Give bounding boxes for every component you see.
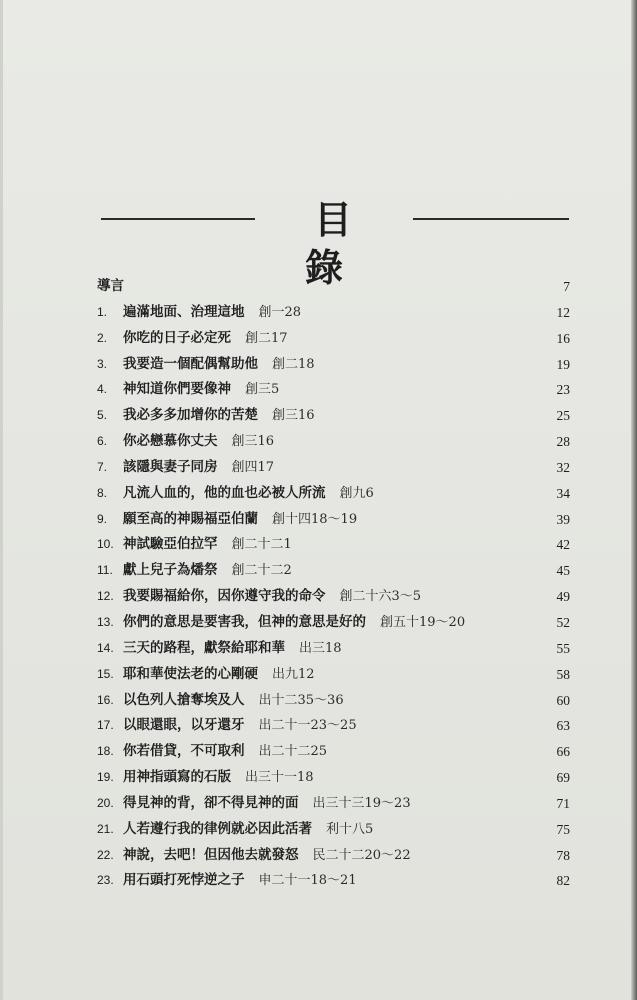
toc-entry-title-text: 神知道你們要像神 — [123, 381, 231, 398]
toc-entry-scripture-ref: 出三十三19～23 — [312, 795, 411, 811]
toc-entry-title-text: 你若借貸，不可取利 — [123, 743, 245, 760]
toc-entry-title-text: 神說，去吧！但因他去就發怒 — [123, 846, 299, 863]
toc-intro-page: 7 — [563, 279, 570, 294]
toc-entry-title-text: 凡流人血的，他的血也必被人所流 — [123, 484, 326, 501]
toc-entry-scripture-ref: 創一28 — [258, 304, 302, 320]
toc-entry-scripture-ref: 創十四18～19 — [272, 511, 358, 527]
toc-entry-title-text: 遍滿地面、治理這地 — [123, 303, 245, 320]
toc-entry-scripture-ref: 創三5 — [245, 382, 280, 398]
toc-entry-number: 20. — [97, 795, 114, 810]
toc-entry-title-text: 人若遵行我的律例就必因此活著 — [123, 820, 312, 837]
toc-entry-title — [123, 688, 344, 714]
toc-entry-page: 52 — [556, 614, 570, 630]
toc-entry-scripture-ref: 創二十六3～5 — [339, 589, 422, 605]
toc-entry-number: 23. — [97, 873, 114, 888]
toc-entry-page: 42 — [556, 537, 570, 553]
toc-entry-number: 8. — [97, 485, 108, 500]
toc-entry-title-text: 三天的路程，獻祭給耶和華 — [123, 639, 285, 656]
toc-entry-number: 11. — [97, 563, 113, 578]
toc-entry-scripture-ref: 出二十二25 — [258, 744, 328, 760]
toc-entry[interactable] — [97, 326, 570, 352]
toc-entry-scripture-ref: 創九6 — [339, 485, 374, 501]
toc-entry[interactable] — [97, 765, 570, 791]
toc-entry-number: 4. — [97, 382, 108, 397]
toc-entry-title — [123, 817, 373, 843]
toc-entry-title — [123, 455, 274, 481]
toc-entry-page: 78 — [556, 847, 570, 863]
toc-entry[interactable] — [97, 429, 570, 455]
toc-entry-title — [123, 713, 357, 739]
toc-entry-title — [123, 584, 421, 610]
toc-entry-number: 6. — [97, 434, 108, 449]
toc-entry-title-text: 該隱與妻子同房 — [123, 458, 218, 475]
toc-entry[interactable] — [97, 713, 570, 739]
toc-entry[interactable] — [97, 843, 570, 869]
heading-rule-right — [413, 218, 569, 220]
page-edge-left — [0, 0, 3, 1000]
toc-entry-scripture-ref: 創四17 — [231, 459, 275, 475]
toc-intro-title: 導言 — [97, 278, 124, 294]
toc-entry[interactable] — [97, 481, 570, 507]
toc-entry-title — [123, 300, 301, 326]
toc-entry-number: 5. — [97, 408, 108, 423]
toc-entry-title-text: 你們的意思是要害我，但神的意思是好的 — [123, 613, 366, 630]
toc-entry-title-text: 耶和華使法老的心剛硬 — [123, 665, 258, 682]
toc-entry-number: 17. — [97, 718, 114, 733]
toc-entry-page: 69 — [556, 770, 570, 786]
toc-entry-scripture-ref: 創二十二2 — [231, 563, 292, 579]
toc-entry[interactable] — [97, 455, 570, 481]
toc-entry-title — [123, 326, 288, 352]
toc-entry-title — [123, 481, 374, 507]
toc-entry-number: 9. — [97, 511, 108, 526]
toc-entry-title — [123, 791, 411, 817]
toc-entry-number: 13. — [97, 614, 114, 629]
toc-entry-title-text: 用神指頭寫的石版 — [123, 769, 231, 786]
toc-entry-title — [123, 765, 314, 791]
toc-entry-scripture-ref: 出三18 — [299, 640, 342, 656]
toc-entry-title-text: 你必戀慕你丈夫 — [123, 433, 218, 450]
toc-entry-title — [123, 403, 315, 429]
toc-entry-number: 22. — [97, 847, 114, 862]
toc-entry[interactable] — [97, 558, 570, 584]
toc-entry-scripture-ref: 創二17 — [245, 330, 288, 346]
toc-entry-title-text: 得見神的背，卻不得見神的面 — [123, 794, 299, 811]
toc-entry-number: 15. — [97, 666, 114, 681]
toc-entry-title-text: 以眼還眼，以牙還牙 — [123, 717, 245, 734]
toc-entry-page: 12 — [556, 304, 570, 320]
toc-entry-page: 58 — [556, 666, 570, 682]
toc-entry[interactable] — [97, 868, 570, 894]
toc-entry-page: 25 — [556, 408, 570, 424]
toc-entry-title — [123, 377, 279, 403]
toc-entry-title-text: 獻上兒子為燔祭 — [123, 562, 218, 579]
toc-entry-page: 39 — [556, 511, 570, 527]
toc-entry-title-text: 以色列人搶奪埃及人 — [123, 691, 245, 708]
toc-entry-number: 2. — [97, 330, 108, 345]
toc-entry-number: 10. — [97, 537, 114, 552]
toc-entry-title-text: 你吃的日子必定死 — [123, 329, 231, 346]
toc-entry-page: 63 — [556, 718, 570, 734]
toc-entry[interactable] — [97, 300, 570, 326]
toc-entry-title — [123, 868, 357, 894]
toc-entry-page: 28 — [556, 434, 570, 450]
toc-entry[interactable] — [97, 403, 570, 429]
toc-entry-scripture-ref: 創二十二1 — [231, 537, 292, 553]
table-of-contents — [97, 274, 570, 894]
toc-entry-page: 23 — [556, 382, 570, 398]
toc-entry[interactable] — [97, 817, 570, 843]
toc-entry-page: 75 — [556, 821, 570, 837]
heading-rule-left — [101, 218, 255, 220]
toc-entry-scripture-ref: 出九12 — [272, 666, 315, 682]
toc-entry-page: 60 — [556, 692, 570, 708]
toc-entry-scripture-ref: 創三16 — [231, 434, 275, 450]
toc-entry[interactable] — [97, 352, 570, 378]
toc-entry-number: 16. — [97, 692, 114, 707]
toc-entry-number: 21. — [97, 821, 114, 836]
toc-entry-title — [123, 610, 465, 636]
toc-entry-page: 82 — [556, 873, 570, 889]
toc-entry-scripture-ref: 申二十一18～21 — [258, 873, 357, 889]
toc-entry-scripture-ref: 出二十一23～25 — [258, 718, 357, 734]
toc-entry-page: 19 — [556, 356, 570, 372]
toc-entry-title — [123, 429, 274, 455]
toc-entry[interactable] — [97, 791, 570, 817]
toc-entry-title-text: 神試驗亞伯拉罕 — [123, 536, 218, 553]
toc-entry-number: 7. — [97, 459, 108, 474]
toc-entry-scripture-ref: 利十八5 — [326, 821, 374, 837]
toc-entry-title — [123, 843, 411, 869]
toc-entry-page: 71 — [556, 795, 570, 811]
toc-entry-scripture-ref: 創五十19～20 — [380, 614, 466, 630]
toc-entry-number: 14. — [97, 640, 114, 655]
toc-entry-title-text: 我要造一個配偶幫助他 — [123, 355, 258, 372]
toc-entry-scripture-ref: 創三16 — [272, 408, 315, 424]
toc-entry-page: 66 — [556, 744, 570, 760]
toc-entry-title-text: 我必多多加增你的苦楚 — [123, 407, 258, 424]
toc-entry-number: 1. — [97, 304, 108, 319]
toc-entry-title-text: 用石頭打死悖逆之子 — [123, 872, 245, 889]
toc-entry-title — [123, 507, 357, 533]
toc-entry-scripture-ref: 民二十二20～22 — [312, 847, 411, 863]
toc-entry-scripture-ref: 創二18 — [272, 356, 315, 372]
toc-intro[interactable] — [97, 274, 570, 300]
toc-entry-scripture-ref: 出三十一18 — [245, 770, 314, 786]
toc-entry-page: 45 — [556, 563, 570, 579]
toc-entry-number: 18. — [97, 744, 114, 759]
toc-entry-title — [123, 636, 342, 662]
page-title: 目 錄 — [304, 197, 370, 290]
toc-entry[interactable] — [97, 584, 570, 610]
toc-entry-page: 16 — [556, 330, 570, 346]
toc-entry-title — [123, 352, 315, 378]
toc-entry[interactable] — [97, 636, 570, 662]
page-edge-right — [631, 0, 637, 1000]
toc-entry-title — [123, 532, 292, 558]
toc-entry[interactable] — [97, 662, 570, 688]
toc-entry-title — [123, 558, 292, 584]
toc-entry-title — [123, 739, 327, 765]
toc-entry-title-text: 我要賜福給你，因你遵守我的命令 — [123, 588, 326, 605]
toc-entry[interactable] — [97, 610, 570, 636]
toc-entry-page: 32 — [556, 459, 570, 475]
toc-entry[interactable] — [97, 532, 570, 558]
toc-entry[interactable] — [97, 688, 570, 714]
toc-entry-number: 3. — [97, 356, 108, 371]
toc-entry[interactable] — [97, 739, 570, 765]
toc-entry-page: 49 — [556, 589, 570, 605]
toc-entry-number: 12. — [97, 589, 114, 604]
toc-entry-page: 34 — [556, 485, 570, 501]
toc-entry-page: 55 — [556, 640, 570, 656]
toc-entry-title — [123, 662, 315, 688]
toc-entry[interactable] — [97, 507, 570, 533]
toc-entry-scripture-ref: 出十二35～36 — [258, 692, 344, 708]
toc-entry-title-text: 願至高的神賜福亞伯蘭 — [123, 510, 258, 527]
toc-entry[interactable] — [97, 377, 570, 403]
toc-entry-number: 19. — [97, 770, 114, 785]
